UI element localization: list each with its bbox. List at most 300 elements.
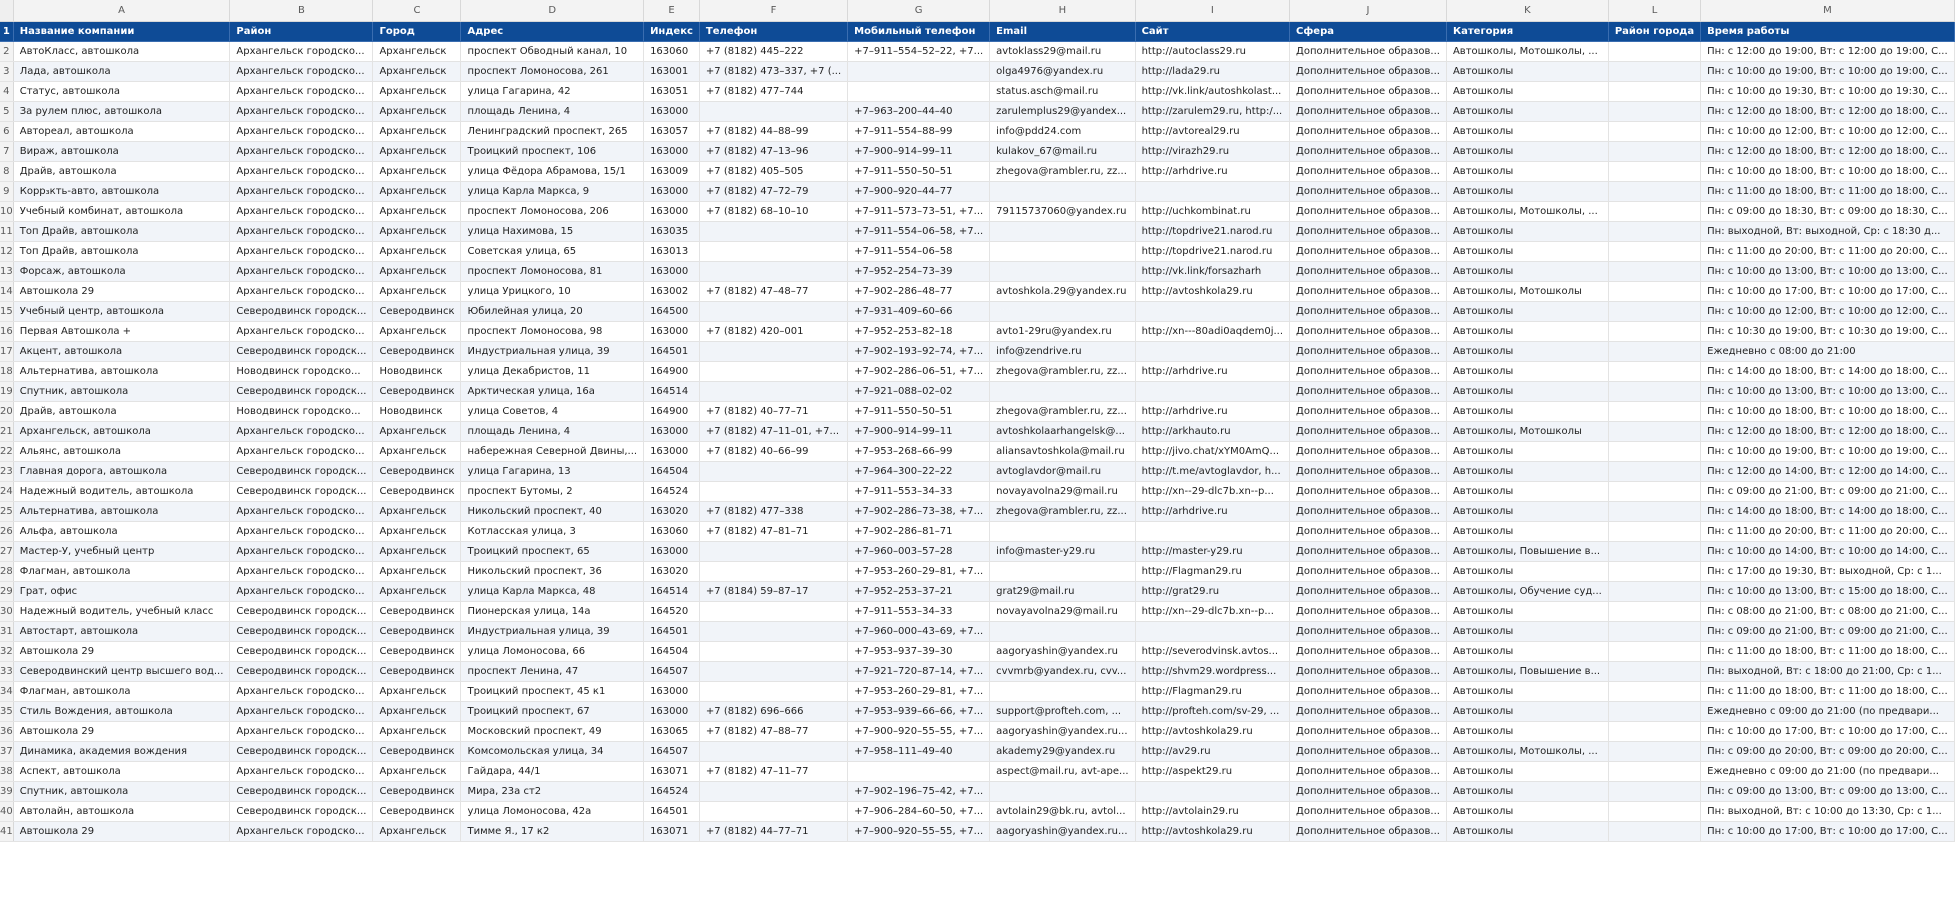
cell[interactable]: Дополнительное образов... — [1290, 521, 1447, 541]
cell[interactable]: Стиль Вождения, автошкола — [13, 701, 230, 721]
cell[interactable]: 163060 — [644, 41, 700, 61]
cell[interactable]: Автошколы — [1446, 241, 1608, 261]
cell[interactable]: http://Flagman29.ru — [1135, 681, 1289, 701]
header-cell[interactable]: Время работы — [1701, 21, 1954, 41]
cell[interactable]: Северодвинск городск... — [230, 661, 373, 681]
cell[interactable]: avto1-29ru@yandex.ru — [990, 321, 1135, 341]
cell[interactable]: Пн: с 10:00 до 17:00, Вт: с 10:00 до 17:00, С... — [1701, 281, 1954, 301]
cell[interactable]: Дополнительное образов... — [1290, 441, 1447, 461]
cell[interactable]: Дополнительное образов... — [1290, 501, 1447, 521]
cell[interactable]: 163009 — [644, 161, 700, 181]
cell[interactable]: 164500 — [644, 301, 700, 321]
cell[interactable]: +7–953–937–39–30 — [848, 641, 990, 661]
cell[interactable]: 163057 — [644, 121, 700, 141]
cell[interactable]: Дополнительное образов... — [1290, 581, 1447, 601]
row-number[interactable]: 19 — [0, 381, 13, 401]
cell[interactable]: 163000 — [644, 181, 700, 201]
cell[interactable] — [1135, 301, 1289, 321]
cell[interactable]: Пн: выходной, Вт: выходной, Ср: с 18:30 д... — [1701, 221, 1954, 241]
cell[interactable]: Автошколы — [1446, 61, 1608, 81]
cell[interactable]: Автошколы — [1446, 261, 1608, 281]
cell[interactable]: kulakov_67@mail.ru — [990, 141, 1135, 161]
cell[interactable]: Ежедневно с 08:00 до 21:00 — [1701, 341, 1954, 361]
cell[interactable]: +7–963–200–44–40 — [848, 101, 990, 121]
cell[interactable]: Автошколы — [1446, 141, 1608, 161]
cell[interactable]: +7–958–111–49–40 — [848, 741, 990, 761]
cell[interactable]: +7 (8182) 477–338 — [699, 501, 847, 521]
cell[interactable] — [1608, 121, 1700, 141]
cell[interactable]: Автошколы — [1446, 681, 1608, 701]
cell[interactable]: Архангельск городско... — [230, 501, 373, 521]
cell[interactable]: Архангельск городско... — [230, 261, 373, 281]
cell[interactable]: +7–911–554–52–22, +7... — [848, 41, 990, 61]
cell[interactable] — [1608, 221, 1700, 241]
cell[interactable]: улица Карла Маркса, 48 — [461, 581, 644, 601]
cell[interactable]: Дополнительное образов... — [1290, 781, 1447, 801]
cell[interactable]: Автошколы, Мотошколы, ... — [1446, 41, 1608, 61]
cell[interactable]: Пн: с 09:00 до 20:00, Вт: с 09:00 до 20:00, С... — [1701, 741, 1954, 761]
cell[interactable]: +7–902–286–06–51, +7... — [848, 361, 990, 381]
cell[interactable]: Архангельск — [373, 821, 461, 841]
cell[interactable]: +7–953–939–66–66, +7... — [848, 701, 990, 721]
cell[interactable]: 163020 — [644, 561, 700, 581]
cell[interactable] — [990, 621, 1135, 641]
cell[interactable]: +7–952–253–37–21 — [848, 581, 990, 601]
cell[interactable]: Северодвинск — [373, 661, 461, 681]
cell[interactable]: Пн: с 10:00 до 13:00, Вт: с 15:00 до 18:00, С... — [1701, 581, 1954, 601]
cell[interactable]: Альтернатива, автошкола — [13, 361, 230, 381]
cell[interactable]: Пн: с 14:00 до 18:00, Вт: с 14:00 до 18:00, С... — [1701, 361, 1954, 381]
cell[interactable]: http://topdrive21.narod.ru — [1135, 221, 1289, 241]
column-header-l[interactable]: L — [1608, 0, 1700, 21]
cell[interactable]: Гайдара, 44/1 — [461, 761, 644, 781]
cell[interactable] — [699, 341, 847, 361]
cell[interactable]: Пн: с 12:00 до 18:00, Вт: с 12:00 до 18:00, С... — [1701, 421, 1954, 441]
cell[interactable]: Тимме Я., 17 к2 — [461, 821, 644, 841]
cell[interactable] — [1135, 381, 1289, 401]
cell[interactable]: Архангельск — [373, 581, 461, 601]
cell[interactable] — [1608, 601, 1700, 621]
cell[interactable]: http://profteh.com/sv-29, ... — [1135, 701, 1289, 721]
column-header-i[interactable]: I — [1135, 0, 1289, 21]
header-cell[interactable]: Мобильный телефон — [848, 21, 990, 41]
cell[interactable]: Архангельск городско... — [230, 821, 373, 841]
cell[interactable]: +7 (8182) 477–744 — [699, 81, 847, 101]
cell[interactable]: Автошколы — [1446, 561, 1608, 581]
cell[interactable]: улица Нахимова, 15 — [461, 221, 644, 241]
cell[interactable]: Архангельск городско... — [230, 721, 373, 741]
cell[interactable]: Архангельск — [373, 161, 461, 181]
cell[interactable]: Пн: выходной, Вт: с 18:00 до 21:00, Ср: с 1... — [1701, 661, 1954, 681]
cell[interactable]: +7 (8182) 473–337, +7 (... — [699, 61, 847, 81]
cell[interactable]: avtoklass29@mail.ru — [990, 41, 1135, 61]
cell[interactable]: Северодвинск городск... — [230, 381, 373, 401]
cell[interactable]: проспект Ломоносова, 81 — [461, 261, 644, 281]
cell[interactable]: novayavolna29@mail.ru — [990, 481, 1135, 501]
row-number[interactable]: 37 — [0, 741, 13, 761]
cell[interactable] — [990, 561, 1135, 581]
cell[interactable]: 164501 — [644, 621, 700, 641]
cell[interactable] — [1608, 161, 1700, 181]
cell[interactable]: Арктическая улица, 16а — [461, 381, 644, 401]
cell[interactable]: Мастер-У, учебный центр — [13, 541, 230, 561]
cell[interactable]: info@master-y29.ru — [990, 541, 1135, 561]
cell[interactable]: Автошколы — [1446, 341, 1608, 361]
cell[interactable]: АвтоКласс, автошкола — [13, 41, 230, 61]
cell[interactable]: Пн: с 10:00 до 17:00, Вт: с 10:00 до 17:00, С... — [1701, 821, 1954, 841]
cell[interactable]: Автошколы — [1446, 441, 1608, 461]
cell[interactable]: Дополнительное образов... — [1290, 561, 1447, 581]
header-cell[interactable]: Телефон — [699, 21, 847, 41]
row-number[interactable]: 32 — [0, 641, 13, 661]
cell[interactable]: 163013 — [644, 241, 700, 261]
cell[interactable]: Грат, офис — [13, 581, 230, 601]
cell[interactable]: Архангельск городско... — [230, 321, 373, 341]
cell[interactable]: Пн: с 12:00 до 19:00, Вт: с 12:00 до 19:00, С... — [1701, 41, 1954, 61]
cell[interactable]: +7–960–003–57–28 — [848, 541, 990, 561]
cell[interactable]: Пн: с 11:00 до 18:00, Вт: с 11:00 до 18:00, С... — [1701, 681, 1954, 701]
cell[interactable]: Троицкий проспект, 67 — [461, 701, 644, 721]
cell[interactable]: 163071 — [644, 761, 700, 781]
cell[interactable] — [990, 681, 1135, 701]
cell[interactable]: http://severodvinsk.avtos... — [1135, 641, 1289, 661]
cell[interactable]: 164524 — [644, 481, 700, 501]
cell[interactable]: http://topdrive21.narod.ru — [1135, 241, 1289, 261]
cell[interactable]: Автошколы — [1446, 721, 1608, 741]
cell[interactable]: Пн: с 09:00 до 13:00, Вт: с 09:00 до 13:00, С... — [1701, 781, 1954, 801]
cell[interactable]: Советская улица, 65 — [461, 241, 644, 261]
cell[interactable] — [699, 681, 847, 701]
cell[interactable]: Пн: с 14:00 до 18:00, Вт: с 14:00 до 18:00, С... — [1701, 501, 1954, 521]
cell[interactable] — [990, 781, 1135, 801]
cell[interactable]: Учебный комбинат, автошкола — [13, 201, 230, 221]
cell[interactable] — [699, 621, 847, 641]
cell[interactable]: Дополнительное образов... — [1290, 601, 1447, 621]
row-number[interactable]: 28 — [0, 561, 13, 581]
cell[interactable]: info@zendrive.ru — [990, 341, 1135, 361]
cell[interactable]: площадь Ленина, 4 — [461, 421, 644, 441]
cell[interactable]: +7 (8182) 47–11–01, +7... — [699, 421, 847, 441]
cell[interactable]: Дополнительное образов... — [1290, 121, 1447, 141]
cell[interactable]: Лада, автошкола — [13, 61, 230, 81]
cell[interactable]: 163000 — [644, 321, 700, 341]
cell[interactable]: novayavolna29@mail.ru — [990, 601, 1135, 621]
cell[interactable]: +7–911–554–06–58 — [848, 241, 990, 261]
cell[interactable]: +7 (8182) 47–81–71 — [699, 521, 847, 541]
cell[interactable]: http://arhdrive.ru — [1135, 401, 1289, 421]
cell[interactable]: Надежный водитель, автошкола — [13, 481, 230, 501]
cell[interactable]: 164501 — [644, 801, 700, 821]
row-number[interactable]: 1 — [0, 21, 13, 41]
cell[interactable] — [1608, 241, 1700, 261]
cell[interactable]: aagoryashin@yandex.ru... — [990, 821, 1135, 841]
cell[interactable]: +7–902–196–75–42, +7... — [848, 781, 990, 801]
cell[interactable]: Архангельск городско... — [230, 581, 373, 601]
cell[interactable]: Ежедневно с 09:00 до 21:00 (по предвари... — [1701, 761, 1954, 781]
row-number[interactable]: 16 — [0, 321, 13, 341]
cell[interactable]: 164507 — [644, 661, 700, 681]
cell[interactable]: Альтернатива, автошкола — [13, 501, 230, 521]
cell[interactable]: 164524 — [644, 781, 700, 801]
header-cell[interactable]: Район — [230, 21, 373, 41]
cell[interactable]: +7 (8182) 420–001 — [699, 321, 847, 341]
row-number[interactable]: 33 — [0, 661, 13, 681]
cell[interactable] — [1608, 721, 1700, 741]
row-number[interactable]: 20 — [0, 401, 13, 421]
cell[interactable]: Акцент, автошкола — [13, 341, 230, 361]
cell[interactable]: http://vk.link/forsazharh — [1135, 261, 1289, 281]
cell[interactable]: Статус, автошкола — [13, 81, 230, 101]
column-header-d[interactable]: D — [461, 0, 644, 21]
header-cell[interactable]: Сфера — [1290, 21, 1447, 41]
cell[interactable]: Дополнительное образов... — [1290, 41, 1447, 61]
cell[interactable]: Форсаж, автошкола — [13, 261, 230, 281]
cell[interactable]: 163000 — [644, 141, 700, 161]
cell[interactable] — [1608, 501, 1700, 521]
cell[interactable]: Дополнительное образов... — [1290, 461, 1447, 481]
cell[interactable]: Пн: с 09:00 до 21:00, Вт: с 09:00 до 21:00, С... — [1701, 621, 1954, 641]
cell[interactable]: aspect@mail.ru, avt-ape... — [990, 761, 1135, 781]
cell[interactable]: Северодвинск городск... — [230, 641, 373, 661]
cell[interactable]: Московский проспект, 49 — [461, 721, 644, 741]
cell[interactable] — [699, 361, 847, 381]
cell[interactable]: Дополнительное образов... — [1290, 481, 1447, 501]
cell[interactable]: Северодвинск городск... — [230, 741, 373, 761]
cell[interactable]: Автошколы — [1446, 781, 1608, 801]
header-cell[interactable]: Район города — [1608, 21, 1700, 41]
cell[interactable]: Автошкола 29 — [13, 721, 230, 741]
cell[interactable]: Дополнительное образов... — [1290, 81, 1447, 101]
cell[interactable]: Спутник, автошкола — [13, 381, 230, 401]
cell[interactable]: http://master-y29.ru — [1135, 541, 1289, 561]
cell[interactable]: Никольский проспект, 36 — [461, 561, 644, 581]
cell[interactable]: +7–952–254–73–39 — [848, 261, 990, 281]
cell[interactable]: Архангельск — [373, 761, 461, 781]
cell[interactable]: Архангельск — [373, 281, 461, 301]
cell[interactable]: Троицкий проспект, 65 — [461, 541, 644, 561]
cell[interactable] — [1608, 821, 1700, 841]
cell[interactable] — [1608, 301, 1700, 321]
cell[interactable]: Дополнительное образов... — [1290, 641, 1447, 661]
cell[interactable]: http://aspekt29.ru — [1135, 761, 1289, 781]
cell[interactable]: Дополнительное образов... — [1290, 741, 1447, 761]
cell[interactable]: Дополнительное образов... — [1290, 761, 1447, 781]
cell[interactable]: 163051 — [644, 81, 700, 101]
cell[interactable]: http://avtoshkola29.ru — [1135, 281, 1289, 301]
cell[interactable]: +7–953–268–66–99 — [848, 441, 990, 461]
cell[interactable]: Автошколы — [1446, 121, 1608, 141]
cell[interactable]: 164900 — [644, 401, 700, 421]
cell[interactable]: 164504 — [644, 461, 700, 481]
header-cell[interactable]: Название компании — [13, 21, 230, 41]
cell[interactable]: +7 (8182) 44–77–71 — [699, 821, 847, 841]
cell[interactable]: Пн: с 10:00 до 14:00, Вт: с 10:00 до 14:00, С... — [1701, 541, 1954, 561]
cell[interactable]: Дополнительное образов... — [1290, 341, 1447, 361]
cell[interactable]: zhegova@rambler.ru, zz... — [990, 501, 1135, 521]
row-number[interactable]: 17 — [0, 341, 13, 361]
cell[interactable]: Автошколы — [1446, 101, 1608, 121]
cell[interactable]: Архангельск — [373, 81, 461, 101]
cell[interactable]: Архангельск — [373, 41, 461, 61]
cell[interactable]: Пн: с 11:00 до 20:00, Вт: с 11:00 до 20:00, С... — [1701, 241, 1954, 261]
cell[interactable]: Архангельск городско... — [230, 181, 373, 201]
cell[interactable]: Архангельск городско... — [230, 761, 373, 781]
cell[interactable]: +7 (8182) 40–77–71 — [699, 401, 847, 421]
cell[interactable]: +7 (8182) 44–88–99 — [699, 121, 847, 141]
cell[interactable]: avtoshkolaarhangelsk@... — [990, 421, 1135, 441]
cell[interactable]: +7–953–260–29–81, +7... — [848, 681, 990, 701]
cell[interactable]: aagoryashin@yandex.ru — [990, 641, 1135, 661]
cell[interactable]: Топ Драйв, автошкола — [13, 221, 230, 241]
cell[interactable]: http://zarulem29.ru, http:/... — [1135, 101, 1289, 121]
cell[interactable]: Троицкий проспект, 45 к1 — [461, 681, 644, 701]
cell[interactable]: Пн: с 10:00 до 12:00, Вт: с 10:00 до 12:00, С... — [1701, 301, 1954, 321]
cell[interactable]: 164507 — [644, 741, 700, 761]
cell[interactable]: Дополнительное образов... — [1290, 161, 1447, 181]
cell[interactable]: Дополнительное образов... — [1290, 281, 1447, 301]
cell[interactable]: +7 (8182) 47–13–96 — [699, 141, 847, 161]
column-header-h[interactable]: H — [990, 0, 1135, 21]
cell[interactable]: Дополнительное образов... — [1290, 701, 1447, 721]
cell[interactable]: улица Декабристов, 11 — [461, 361, 644, 381]
cell[interactable]: +7–952–253–82–18 — [848, 321, 990, 341]
cell[interactable]: +7–911–573–73–51, +7... — [848, 201, 990, 221]
cell[interactable] — [699, 781, 847, 801]
cell[interactable]: улица Гагарина, 42 — [461, 81, 644, 101]
cell[interactable]: Дополнительное образов... — [1290, 361, 1447, 381]
cell[interactable]: Архангельск городско... — [230, 521, 373, 541]
cell[interactable]: Котласская улица, 3 — [461, 521, 644, 541]
header-cell[interactable]: Категория — [1446, 21, 1608, 41]
cell[interactable]: 163000 — [644, 261, 700, 281]
cell[interactable]: Северодвинский центр высшего вод... — [13, 661, 230, 681]
cell[interactable]: grat29@mail.ru — [990, 581, 1135, 601]
cell[interactable]: Автошколы — [1446, 621, 1608, 641]
cell[interactable] — [699, 561, 847, 581]
cell[interactable] — [1608, 61, 1700, 81]
row-number[interactable]: 29 — [0, 581, 13, 601]
cell[interactable]: avtoglavdor@mail.ru — [990, 461, 1135, 481]
cell[interactable]: Главная дорога, автошкола — [13, 461, 230, 481]
cell[interactable]: Автошколы — [1446, 761, 1608, 781]
cell[interactable]: улица Урицкого, 10 — [461, 281, 644, 301]
cell[interactable]: Пн: с 10:00 до 19:30, Вт: с 10:00 до 19:30, С... — [1701, 81, 1954, 101]
cell[interactable] — [1608, 621, 1700, 641]
cell[interactable] — [699, 601, 847, 621]
column-header-m[interactable]: M — [1701, 0, 1954, 21]
cell[interactable]: 163001 — [644, 61, 700, 81]
cell[interactable]: Дополнительное образов... — [1290, 401, 1447, 421]
cell[interactable]: Пн: с 11:00 до 18:00, Вт: с 11:00 до 18:00, С... — [1701, 181, 1954, 201]
cell[interactable]: улица Советов, 4 — [461, 401, 644, 421]
header-cell[interactable]: Адрес — [461, 21, 644, 41]
header-cell[interactable]: Индекс — [644, 21, 700, 41]
row-number[interactable]: 5 — [0, 101, 13, 121]
cell[interactable]: Северодвинск — [373, 601, 461, 621]
cell[interactable]: +7 (8182) 445–222 — [699, 41, 847, 61]
cell[interactable] — [1608, 481, 1700, 501]
row-number[interactable]: 38 — [0, 761, 13, 781]
cell[interactable]: Архангельск — [373, 521, 461, 541]
cell[interactable]: Архангельск — [373, 101, 461, 121]
cell[interactable] — [1608, 201, 1700, 221]
row-number[interactable]: 10 — [0, 201, 13, 221]
cell[interactable]: Пн: с 08:00 до 21:00, Вт: с 08:00 до 21:00, С... — [1701, 601, 1954, 621]
cell[interactable]: 163060 — [644, 521, 700, 541]
cell[interactable]: Северодвинск — [373, 741, 461, 761]
row-number[interactable]: 3 — [0, 61, 13, 81]
cell[interactable]: улица Гагарина, 13 — [461, 461, 644, 481]
cell[interactable]: Альянс, автошкола — [13, 441, 230, 461]
cell[interactable]: +7–931–409–60–66 — [848, 301, 990, 321]
cell[interactable]: Автореал, автошкола — [13, 121, 230, 141]
cell[interactable]: Северодвинск — [373, 381, 461, 401]
cell[interactable] — [1135, 621, 1289, 641]
cell[interactable]: +7–902–286–48–77 — [848, 281, 990, 301]
cell[interactable]: Драйв, автошкола — [13, 401, 230, 421]
row-number[interactable]: 4 — [0, 81, 13, 101]
cell[interactable]: Пн: с 11:00 до 18:00, Вт: с 11:00 до 18:00, С... — [1701, 641, 1954, 661]
row-number[interactable]: 11 — [0, 221, 13, 241]
cell[interactable]: Архангельск городско... — [230, 141, 373, 161]
cell[interactable]: zarulemplus29@yandex... — [990, 101, 1135, 121]
row-number[interactable]: 13 — [0, 261, 13, 281]
cell[interactable]: http://arhdrive.ru — [1135, 501, 1289, 521]
cell[interactable]: +7 (8182) 47–72–79 — [699, 181, 847, 201]
cell[interactable] — [1608, 281, 1700, 301]
cell[interactable]: Корр₃кть-авто, автошкола — [13, 181, 230, 201]
cell[interactable]: Юбилейная улица, 20 — [461, 301, 644, 321]
cell[interactable]: Автошколы — [1446, 521, 1608, 541]
cell[interactable] — [1608, 101, 1700, 121]
cell[interactable]: Архангельск городско... — [230, 441, 373, 461]
cell[interactable] — [1135, 181, 1289, 201]
cell[interactable]: Автошколы — [1446, 501, 1608, 521]
cell[interactable]: Архангельск городско... — [230, 701, 373, 721]
column-header-k[interactable]: K — [1446, 0, 1608, 21]
cell[interactable]: +7–902–286–73–38, +7... — [848, 501, 990, 521]
cell[interactable] — [1608, 781, 1700, 801]
cell[interactable]: Дополнительное образов... — [1290, 821, 1447, 841]
cell[interactable]: Архангельск — [373, 221, 461, 241]
cell[interactable]: +7 (8182) 47–48–77 — [699, 281, 847, 301]
cell[interactable]: Дополнительное образов... — [1290, 381, 1447, 401]
cell[interactable]: Флагман, автошкола — [13, 561, 230, 581]
cell[interactable]: Новодвинск городско... — [230, 401, 373, 421]
cell[interactable]: Архангельск городско... — [230, 201, 373, 221]
cell[interactable] — [1608, 461, 1700, 481]
cell[interactable] — [1608, 361, 1700, 381]
cell[interactable]: +7–960–000–43–69, +7... — [848, 621, 990, 641]
cell[interactable]: olga4976@yandex.ru — [990, 61, 1135, 81]
cell[interactable]: Автошколы — [1446, 401, 1608, 421]
cell[interactable]: Пн: с 12:00 до 18:00, Вт: с 12:00 до 18:00, С... — [1701, 101, 1954, 121]
row-number[interactable]: 35 — [0, 701, 13, 721]
cell[interactable]: Автошколы — [1446, 181, 1608, 201]
cell[interactable]: aliansavtoshkola@mail.ru — [990, 441, 1135, 461]
cell[interactable]: Автошкола 29 — [13, 821, 230, 841]
cell[interactable] — [1608, 261, 1700, 281]
row-number[interactable]: 18 — [0, 361, 13, 381]
row-number[interactable]: 23 — [0, 461, 13, 481]
cell[interactable] — [699, 541, 847, 561]
cell[interactable] — [1608, 81, 1700, 101]
cell[interactable] — [699, 381, 847, 401]
cell[interactable]: Троицкий проспект, 106 — [461, 141, 644, 161]
cell[interactable]: Автошколы — [1446, 821, 1608, 841]
row-number[interactable]: 36 — [0, 721, 13, 741]
cell[interactable]: Дополнительное образов... — [1290, 541, 1447, 561]
